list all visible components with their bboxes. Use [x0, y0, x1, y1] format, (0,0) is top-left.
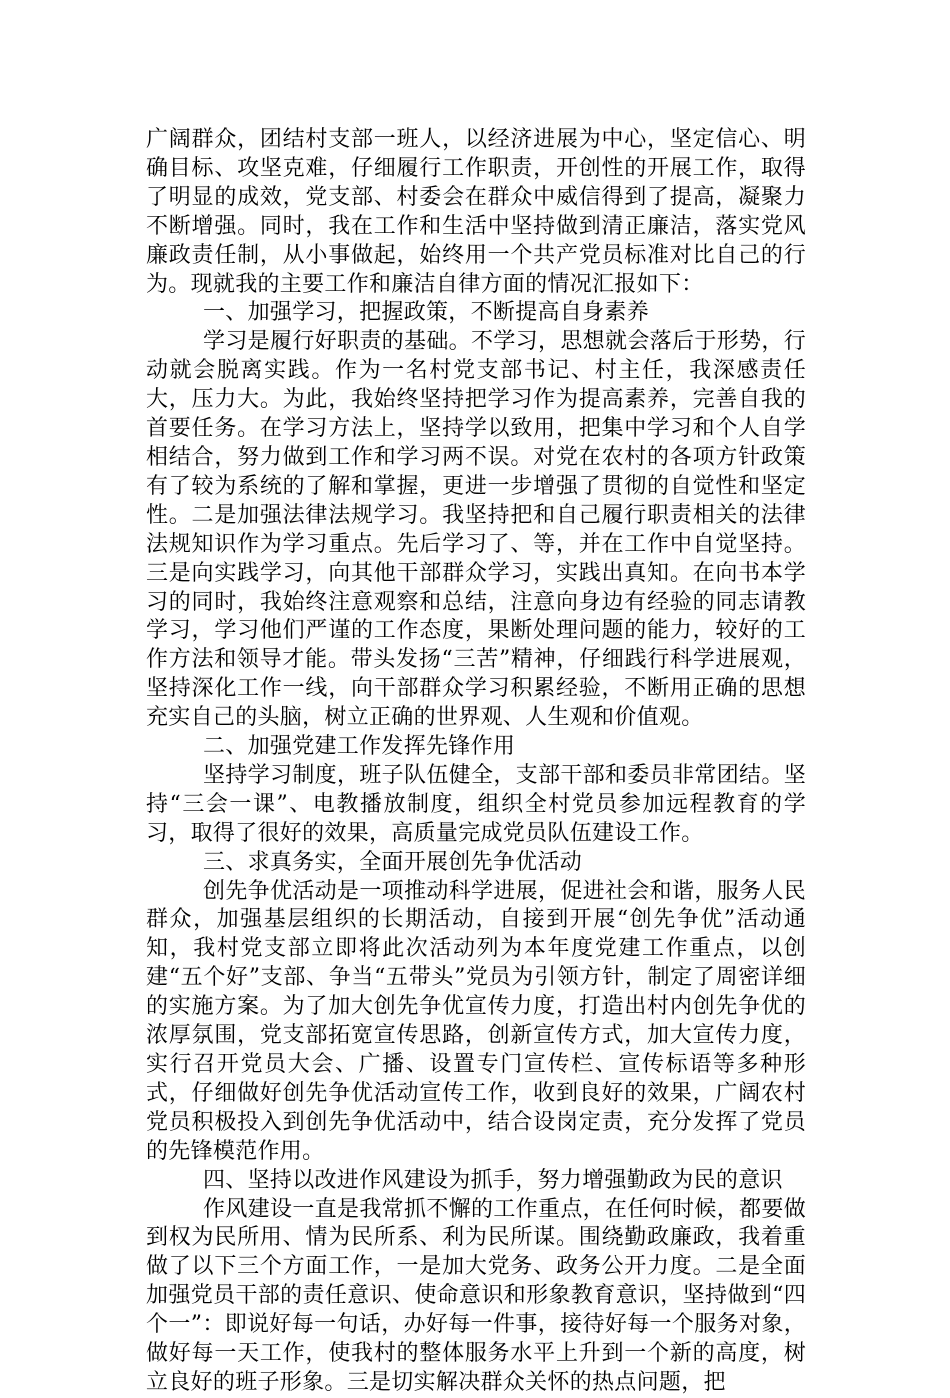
paragraph-work-style: 作风建设一直是我常抓不懈的工作重点，在任何时候，都要做到权为民所用、情为民所系、利为民所谋。围绕勤政廉政，我着重做了以下三个方面工作，一是加大党务、政务公开力度。二是全面加强党员干部的责任意识、使命意识和形象教育意识，坚持做到“四个一”：即说好每一句话，办好每一件事，接待好每一个服务对象，做好每一天工作，使我村的整体服务水平上升到一个新的高度，树立良好的班子形象。三是切实解决群众关怀的热点问题，把 [146, 1196, 806, 1395]
section-heading-3: 三、求真务实，全面开展创先争优活动 [203, 849, 583, 875]
document-body [146, 126, 806, 1398]
section-heading-1: 一、加强学习，把握政策，不断提高自身素养 [203, 300, 650, 326]
section-heading-4: 四、坚持以改进作风建设为抓手，努力增强勤政为民的意识 [203, 1167, 783, 1193]
paragraph-study: 学习是履行好职责的基础。不学习，思想就会落后于形势，行动就会脱离实践。作为一名村党支部书记、村主任，我深感责任大，压力大。为此，我始终坚持把学习作为提高素养，完善自我的首要任务。在学习方法上，坚持学以致用，把集中学习和个人自学相结合，努力做到工作和学习两不误。对党在农村的各项方针政策有了较为系统的了解和掌握，更进一步增强了贯彻的自觉性和坚定性。二是加强法律法规学习。我坚持把和自己履行职责相关的法律法规知识作为学习重点。先后学习了、等，并在工作中自觉坚持。三是向实践学习，向其他干部群众学习，实践出真知。在向书本学习的同时，我始终注意观察和总结，注意向身边有经验的同志请教学习，学习他们严谨的工作态度，果断处理问题的能力，较好的工作方法和领导才能。带头发扬“三苦”精神，仔细践行科学进展观，坚持深化工作一线，向干部群众学习积累经验，不断用正确的思想充实自己的头脑，树立正确的世界观、人生观和价值观。 [146, 329, 806, 731]
paragraph-party-building: 坚持学习制度，班子队伍健全，支部干部和委员非常团结。坚持“三会一课”、电教播放制度，组织全村党员参加远程教育的学习，取得了很好的效果，高质量完成党员队伍建设工作。 [146, 762, 806, 846]
section-heading-2: 二、加强党建工作发挥先锋作用 [203, 734, 516, 760]
paragraph-intro: 广阔群众，团结村支部一班人，以经济进展为中心，坚定信心、明确目标、攻坚克难，仔细履行工作职责，开创性的开展工作，取得了明显的成效，党支部、村委会在群众中威信得到了提高，凝聚力不断增强。同时，我在工作和生活中坚持做到清正廉洁，落实党风廉政责任制，从小事做起，始终用一个共产党员标准对比自己的行为。现就我的主要工作和廉洁自律方面的情况汇报如下： [146, 127, 806, 297]
paragraph-excellence-activity: 创先争优活动是一项推动科学进展，促进社会和谐，服务人民群众，加强基层组织的长期活动，自接到开展“创先争优”活动通知，我村党支部立即将此次活动列为本年度党建工作重点，以创建“五个好”支部、争当“五带头”党员为引领方针，制定了周密详细的实施方案。为了加大创先争优宣传力度，打造出村内创先争优的浓厚氛围，党支部拓宽宣传思路，创新宣传方式，加大宣传力度，实行召开党员大会、广播、设置专门宣传栏、宣传标语等多种形式，仔细做好创先争优活动宣传工作，收到良好的效果，广阔农村党员积极投入到创先争优活动中，结合设岗定责，充分发挥了党员的先锋模范作用。 [146, 878, 806, 1164]
